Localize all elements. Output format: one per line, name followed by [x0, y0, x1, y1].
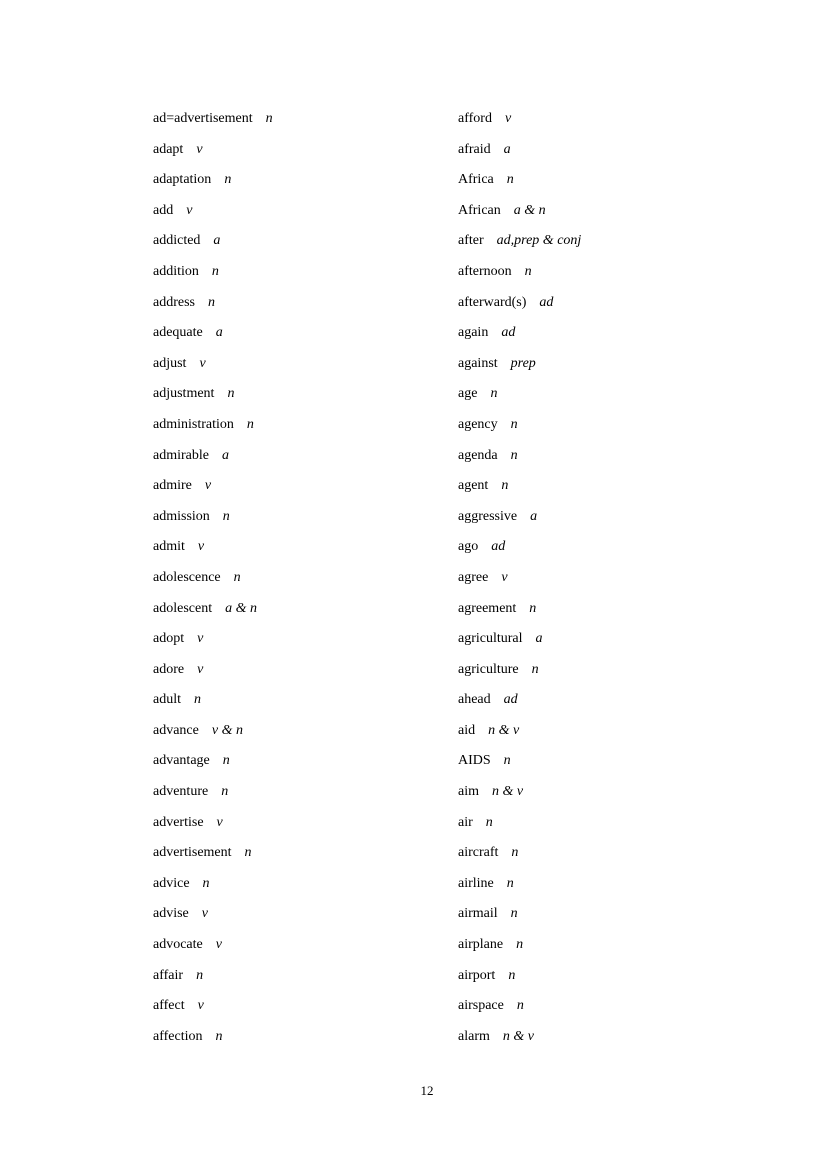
- entry-word: age: [458, 386, 478, 402]
- entry-word: agent: [458, 478, 489, 494]
- entry-word: again: [458, 325, 489, 341]
- entry-part-of-speech: n: [531, 661, 539, 677]
- entry-word: adequate: [153, 325, 203, 341]
- entry-part-of-speech: n & v: [502, 1028, 534, 1044]
- entry-word: affair: [153, 967, 184, 983]
- entry-part-of-speech: v: [216, 814, 223, 830]
- word-entry: [458, 295, 758, 326]
- entry-word: administration: [153, 416, 234, 432]
- word-entry: [153, 662, 453, 693]
- word-entry: [153, 937, 453, 968]
- entry-word: airplane: [458, 937, 504, 953]
- word-entry: [458, 233, 758, 264]
- entry-part-of-speech: n: [510, 906, 518, 922]
- entry-part-of-speech: n: [516, 998, 524, 1014]
- entry-part-of-speech: v: [196, 141, 203, 157]
- entry-word: adolescent: [153, 600, 213, 616]
- entry-word: ago: [458, 539, 479, 555]
- word-entry: [458, 998, 758, 1029]
- word-entry: [153, 876, 453, 907]
- entry-part-of-speech: n: [227, 386, 235, 402]
- word-entry: [458, 692, 758, 723]
- entry-part-of-speech: ad: [503, 692, 518, 708]
- word-entry: [458, 876, 758, 907]
- entry-word: addition: [153, 263, 199, 279]
- entry-part-of-speech: v: [197, 661, 204, 677]
- word-entry: [153, 631, 453, 662]
- entry-word: airport: [458, 967, 496, 983]
- entry-part-of-speech: v: [197, 998, 204, 1014]
- word-entry: [153, 264, 453, 295]
- word-entry: [458, 356, 758, 387]
- entry-word: afraid: [458, 141, 491, 157]
- entry-part-of-speech: n: [196, 967, 204, 983]
- entry-word: adapt: [153, 141, 184, 157]
- word-entry: [153, 111, 453, 142]
- entry-word: ad=advertisement: [153, 111, 253, 126]
- entry-word: admire: [153, 478, 192, 494]
- entry-part-of-speech: n: [265, 111, 273, 126]
- word-entry: [153, 386, 453, 417]
- entry-part-of-speech: a: [530, 508, 538, 524]
- entry-part-of-speech: v: [504, 111, 512, 126]
- entry-word: AIDS: [458, 753, 491, 769]
- entry-part-of-speech: n: [244, 845, 252, 861]
- entry-word: agriculture: [458, 661, 519, 677]
- word-entry: [458, 1029, 758, 1060]
- entry-word: agricultural: [458, 631, 523, 647]
- entry-word: aggressive: [458, 508, 518, 524]
- entry-part-of-speech: n: [506, 172, 514, 188]
- entry-word: agenda: [458, 447, 498, 463]
- entry-word: after: [458, 233, 484, 249]
- word-entry: [153, 509, 453, 540]
- word-entry: [153, 815, 453, 846]
- entry-part-of-speech: a & n: [513, 202, 546, 218]
- entry-part-of-speech: a: [535, 631, 543, 647]
- entry-part-of-speech: n: [501, 478, 509, 494]
- word-entry: [458, 539, 758, 570]
- word-entry: [153, 998, 453, 1029]
- entry-word: aim: [458, 784, 479, 800]
- entry-word: advance: [153, 722, 199, 738]
- entry-part-of-speech: v: [199, 355, 206, 371]
- entry-part-of-speech: a: [213, 233, 221, 249]
- entry-part-of-speech: a: [221, 447, 229, 463]
- entry-part-of-speech: n: [202, 875, 210, 891]
- entry-part-of-speech: n: [511, 845, 519, 861]
- entry-word: adjustment: [153, 386, 215, 402]
- entry-word: affect: [153, 998, 185, 1014]
- entry-word: African: [458, 202, 501, 218]
- word-entry: [153, 203, 453, 234]
- entry-word: adolescence: [153, 569, 221, 585]
- entry-part-of-speech: n: [510, 447, 518, 463]
- entry-part-of-speech: v: [215, 937, 222, 953]
- word-entry: [153, 478, 453, 509]
- word-entry: [153, 142, 453, 173]
- word-entry: [458, 325, 758, 356]
- word-entry: [458, 937, 758, 968]
- entry-part-of-speech: a & n: [225, 600, 257, 616]
- word-list-column-left: [153, 111, 453, 1059]
- word-entry: [153, 692, 453, 723]
- word-entry: [458, 784, 758, 815]
- word-entry: [153, 325, 453, 356]
- entry-word: afford: [458, 111, 492, 126]
- entry-word: agree: [458, 569, 489, 585]
- entry-word: affection: [153, 1028, 203, 1044]
- word-entry: [458, 264, 758, 295]
- entry-part-of-speech: n: [516, 937, 524, 953]
- entry-word: airline: [458, 875, 494, 891]
- word-list-column-right: [458, 111, 758, 1059]
- entry-word: add: [153, 202, 174, 218]
- entry-word: advise: [153, 906, 189, 922]
- word-entry: [458, 968, 758, 999]
- entry-part-of-speech: n: [222, 753, 230, 769]
- entry-part-of-speech: n: [194, 692, 201, 708]
- entry-part-of-speech: n & v: [488, 722, 520, 738]
- word-entry: [153, 448, 453, 479]
- entry-word: airmail: [458, 906, 498, 922]
- entry-word: airspace: [458, 998, 504, 1014]
- word-entry: [458, 142, 758, 173]
- entry-part-of-speech: n: [215, 1028, 223, 1044]
- word-entry: [458, 815, 758, 846]
- word-entry: [153, 233, 453, 264]
- word-entry: [153, 1029, 453, 1060]
- entry-part-of-speech: n: [233, 569, 241, 585]
- entry-word: agreement: [458, 600, 517, 616]
- entry-part-of-speech: v: [501, 569, 508, 585]
- entry-part-of-speech: n: [208, 294, 215, 310]
- entry-word: afterward(s): [458, 294, 527, 310]
- word-entry: [458, 203, 758, 234]
- entry-part-of-speech: n: [224, 172, 232, 188]
- entry-part-of-speech: v: [186, 202, 193, 218]
- entry-part-of-speech: a: [503, 141, 511, 157]
- entry-part-of-speech: n: [246, 416, 254, 432]
- word-entry: [458, 172, 758, 203]
- entry-word: agency: [458, 416, 498, 432]
- entry-part-of-speech: n & v: [492, 784, 524, 800]
- entry-word: adventure: [153, 784, 209, 800]
- entry-word: adaptation: [153, 172, 212, 188]
- entry-part-of-speech: a: [215, 325, 223, 341]
- word-entry: [458, 478, 758, 509]
- entry-part-of-speech: ad: [501, 325, 516, 341]
- entry-part-of-speech: n: [529, 600, 537, 616]
- entry-part-of-speech: n: [211, 263, 219, 279]
- word-entry: [153, 753, 453, 784]
- word-entry: [153, 845, 453, 876]
- entry-word: advertisement: [153, 845, 232, 861]
- entry-word: advice: [153, 875, 190, 891]
- word-entry: [458, 417, 758, 448]
- word-entry: [458, 906, 758, 937]
- entry-part-of-speech: n: [506, 875, 514, 891]
- entry-word: against: [458, 355, 498, 371]
- word-entry: [458, 723, 758, 754]
- entry-part-of-speech: n: [510, 416, 518, 432]
- entry-part-of-speech: prep: [510, 355, 536, 371]
- entry-word: adjust: [153, 355, 187, 371]
- word-entry: [458, 753, 758, 784]
- word-entry: [458, 631, 758, 662]
- entry-part-of-speech: n: [524, 263, 532, 279]
- word-entry: [458, 509, 758, 540]
- entry-word: adore: [153, 661, 185, 677]
- word-entry: [458, 386, 758, 417]
- word-entry: [458, 845, 758, 876]
- entry-word: aid: [458, 722, 476, 738]
- entry-part-of-speech: n: [508, 967, 516, 983]
- entry-part-of-speech: v: [201, 906, 208, 922]
- entry-word: afternoon: [458, 263, 512, 279]
- entry-part-of-speech: n: [490, 386, 498, 402]
- entry-part-of-speech: n: [503, 753, 511, 769]
- entry-word: admission: [153, 508, 210, 524]
- entry-word: air: [458, 814, 473, 830]
- entry-part-of-speech: n: [221, 784, 229, 800]
- word-entry: [153, 906, 453, 937]
- word-entry: [153, 784, 453, 815]
- entry-word: address: [153, 294, 195, 310]
- entry-part-of-speech: v: [197, 631, 204, 647]
- word-entry: [153, 356, 453, 387]
- entry-word: advertise: [153, 814, 204, 830]
- word-entry: [153, 968, 453, 999]
- word-entry: [153, 295, 453, 326]
- word-entry: [458, 448, 758, 479]
- entry-word: adopt: [153, 631, 185, 647]
- word-entry: [153, 417, 453, 448]
- word-entry: [458, 601, 758, 632]
- entry-word: ahead: [458, 692, 491, 708]
- entry-word: Africa: [458, 172, 494, 188]
- entry-part-of-speech: ad,prep & conj: [496, 233, 582, 249]
- entry-word: advantage: [153, 753, 210, 769]
- entry-word: admirable: [153, 447, 209, 463]
- entry-word: alarm: [458, 1028, 490, 1044]
- entry-part-of-speech: ad: [539, 294, 554, 310]
- word-entry: [153, 601, 453, 632]
- word-entry: [153, 539, 453, 570]
- entry-word: adult: [153, 692, 181, 708]
- entry-word: admit: [153, 539, 185, 555]
- page-number: 12: [420, 1083, 434, 1098]
- entry-part-of-speech: v & n: [211, 722, 243, 738]
- entry-word: advocate: [153, 937, 203, 953]
- word-entry: [153, 172, 453, 203]
- entry-part-of-speech: n: [485, 814, 493, 830]
- word-entry: [458, 570, 758, 601]
- entry-word: addicted: [153, 233, 201, 249]
- entry-word: aircraft: [458, 845, 499, 861]
- entry-part-of-speech: v: [204, 478, 212, 494]
- entry-part-of-speech: v: [197, 539, 205, 555]
- entry-part-of-speech: n: [222, 508, 230, 524]
- word-entry: [153, 723, 453, 754]
- word-entry: [458, 662, 758, 693]
- entry-part-of-speech: ad: [491, 539, 506, 555]
- word-entry: [458, 111, 758, 142]
- word-entry: [153, 570, 453, 601]
